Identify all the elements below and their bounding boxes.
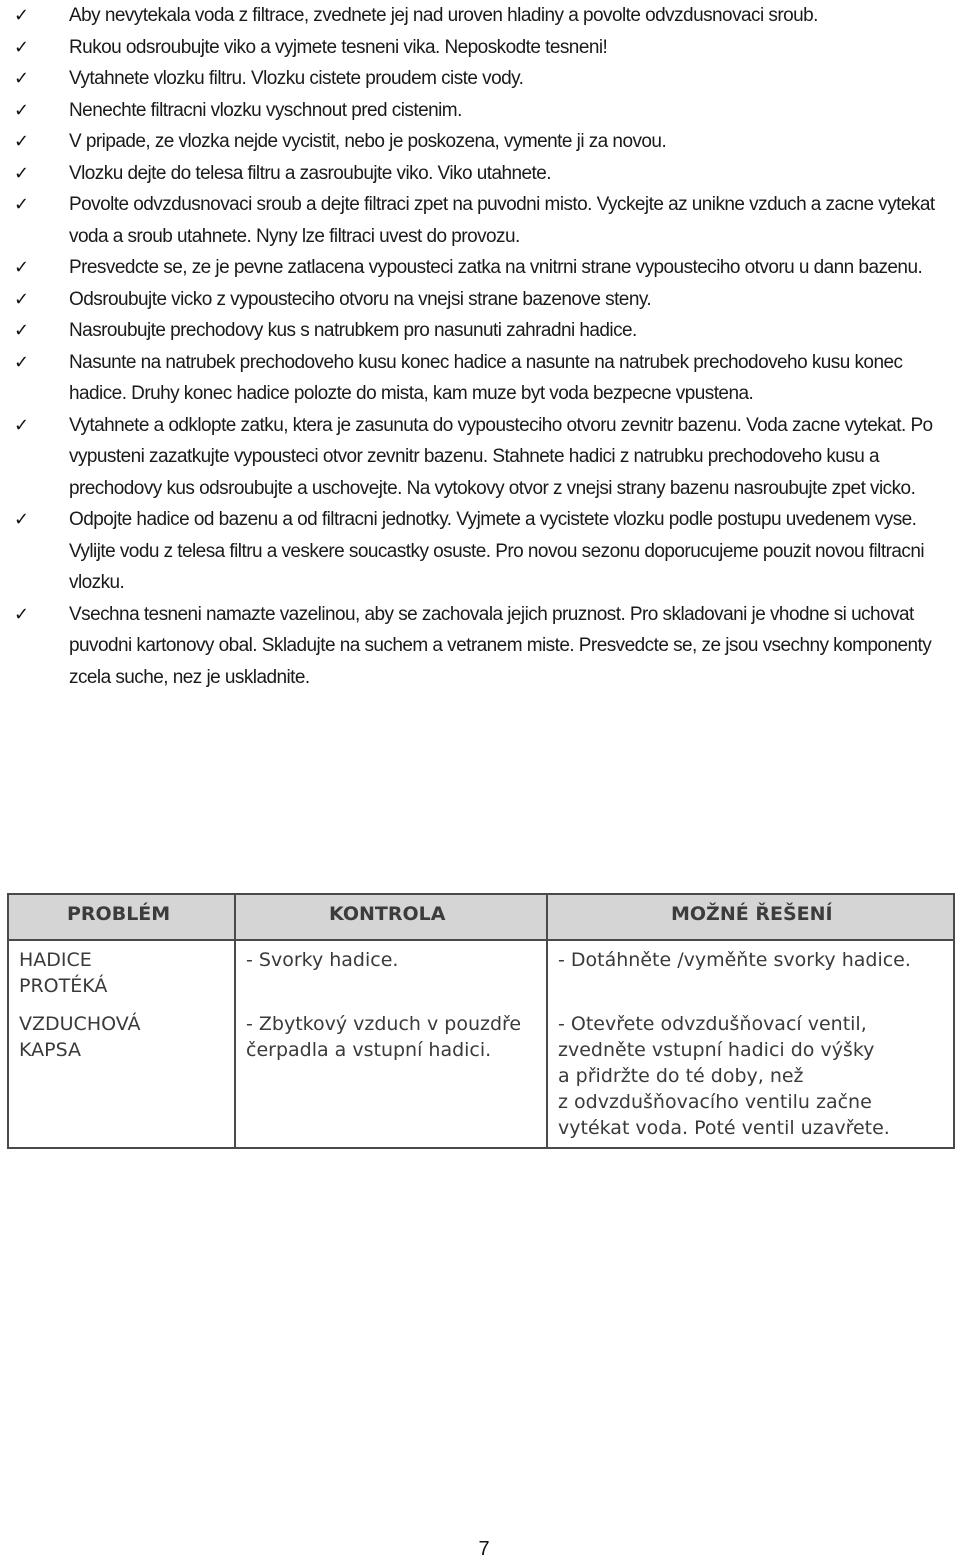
column-header-solution: MOŽNÉ ŘEŠENÍ xyxy=(547,894,954,940)
checklist-item xyxy=(0,315,960,347)
checkmark-icon: ✓ xyxy=(14,36,30,58)
checklist-item-text: Nenechte filtracni vlozku vyschnout pred cistenim. xyxy=(69,99,462,121)
checkmark-icon: ✓ xyxy=(14,99,30,121)
checklist-item-text: V pripade, ze vlozka nejde vycistit, nebo je poskozena, vymente ji za novou. xyxy=(69,131,667,152)
checkmark-icon: ✓ xyxy=(14,257,30,278)
cell-problem: HADICE PROTÉKÁ xyxy=(8,940,235,1005)
checklist-item xyxy=(0,32,960,64)
checklist-item xyxy=(0,347,960,410)
instruction-checklist xyxy=(0,0,960,693)
checkmark-icon: ✓ xyxy=(14,414,30,436)
checklist-item-text: Presvedcte se, ze je pevne zatlacena vypousteci zatka na vnitrni strane vypousteciho otvoru u dann bazenu. xyxy=(69,257,923,278)
checklist-item xyxy=(0,504,960,599)
checkmark-icon: ✓ xyxy=(14,131,30,152)
cell-problem: VZDUCHOVÁ KAPSA xyxy=(8,1005,235,1148)
checklist-item-text: Vytahnete a odklopte zatku, ktera je zasunuta do vypousteciho otvoru zevnitr bazenu. Voda zacne vytekat. Po vypusteni zazatkujte vypousteci otvor zevnitr bazenu. Stahnete hadici z natrubku prechodoveho kusu a prechodovy kus odsroubujte a uschovejte. Na vytokovy otvor z vnejsi strany bazenu nasroubujte zpet vicko. xyxy=(69,414,933,499)
page-number: 7 xyxy=(478,1538,490,1560)
checklist-item xyxy=(0,95,960,127)
checkmark-icon: ✓ xyxy=(14,5,30,26)
checklist-item xyxy=(0,599,960,694)
checklist-item xyxy=(0,126,960,158)
table-header-row xyxy=(8,894,954,940)
cell-solution: - Otevřete odvzdušňovací ventil, zvedněte vstupní hadici do výšky a přidržte do té doby, než z odvzdušňovacího ventilu začne vytékat voda. Poté ventil uzavřete. xyxy=(547,1005,954,1148)
checklist-item xyxy=(0,63,960,95)
troubleshooting-table xyxy=(7,893,955,1149)
checklist-item-text: Vsechna tesneni namazte vazelinou, aby se zachovala jejich pruznost. Pro skladovani je vhodne si uchovat puvodni kartonovy obal. Skladujte na suchem a vetranem miste. Presvedcte se, ze jsou vsechny komponenty zcela suche, nez je uskladnite. xyxy=(69,603,932,688)
cell-check: - Zbytkový vzduch v pouzdře čerpadla a vstupní hadici. xyxy=(235,1005,547,1148)
checkmark-icon: ✓ xyxy=(14,603,30,625)
column-header-check: KONTROLA xyxy=(235,894,547,940)
checklist-item-text: Odsroubujte vicko z vypousteciho otvoru na vnejsi strane bazenove steny. xyxy=(69,288,652,310)
checkmark-icon: ✓ xyxy=(14,162,30,184)
checkmark-icon: ✓ xyxy=(14,320,30,341)
table-row xyxy=(8,940,954,1005)
checklist-item xyxy=(0,284,960,316)
checkmark-icon: ✓ xyxy=(14,351,30,373)
checklist-item-text: Nasroubujte prechodovy kus s natrubkem pro nasunuti zahradni hadice. xyxy=(69,320,637,341)
cell-solution: - Dotáhněte /vyměňte svorky hadice. xyxy=(547,940,954,1005)
checklist-item-text: Vytahnete vlozku filtru. Vlozku cistete proudem ciste vody. xyxy=(69,68,524,89)
checkmark-icon: ✓ xyxy=(14,509,30,530)
checkmark-icon: ✓ xyxy=(14,288,30,310)
column-header-problem: PROBLÉM xyxy=(8,894,235,940)
table-row xyxy=(8,1005,954,1148)
checkmark-icon: ✓ xyxy=(14,194,30,215)
checklist-item xyxy=(0,158,960,190)
checklist-item-text: Odpojte hadice od bazenu a od filtracni jednotky. Vyjmete a vycistete vlozku podle postupu uvedenem vyse. Vylijte vodu z telesa filtru a veskere soucastky osuste. Pro novou sezonu doporucujeme pouzit novou filtracni vlozku. xyxy=(69,509,925,593)
checklist-item xyxy=(0,252,960,284)
checkmark-icon: ✓ xyxy=(14,68,30,89)
checklist-item xyxy=(0,410,960,505)
cell-check: - Svorky hadice. xyxy=(235,940,547,1005)
checklist-item-text: Rukou odsroubujte viko a vyjmete tesneni vika. Neposkodte tesneni! xyxy=(69,36,608,58)
checklist-item-text: Nasunte na natrubek prechodoveho kusu konec hadice a nasunte na natrubek prechodoveho kusu konec hadice. Druhy konec hadice polozte do mista, kam muze byt voda bezpecne vpustena. xyxy=(69,351,903,404)
checklist-item-text: Povolte odvzdusnovaci sroub a dejte filtraci zpet na puvodni misto. Vyckejte az unikne vzduch a zacne vytekat voda a sroub utahnete. Nyny lze filtraci uvest do provozu. xyxy=(69,194,935,247)
checklist-item-text: Aby nevytekala voda z filtrace, zvednete jej nad uroven hladiny a povolte odvzdusnovaci sroub. xyxy=(69,5,818,26)
checklist-item xyxy=(0,0,960,32)
checklist-item xyxy=(0,189,960,252)
checklist-item-text: Vlozku dejte do telesa filtru a zasroubujte viko. Viko utahnete. xyxy=(69,162,551,184)
